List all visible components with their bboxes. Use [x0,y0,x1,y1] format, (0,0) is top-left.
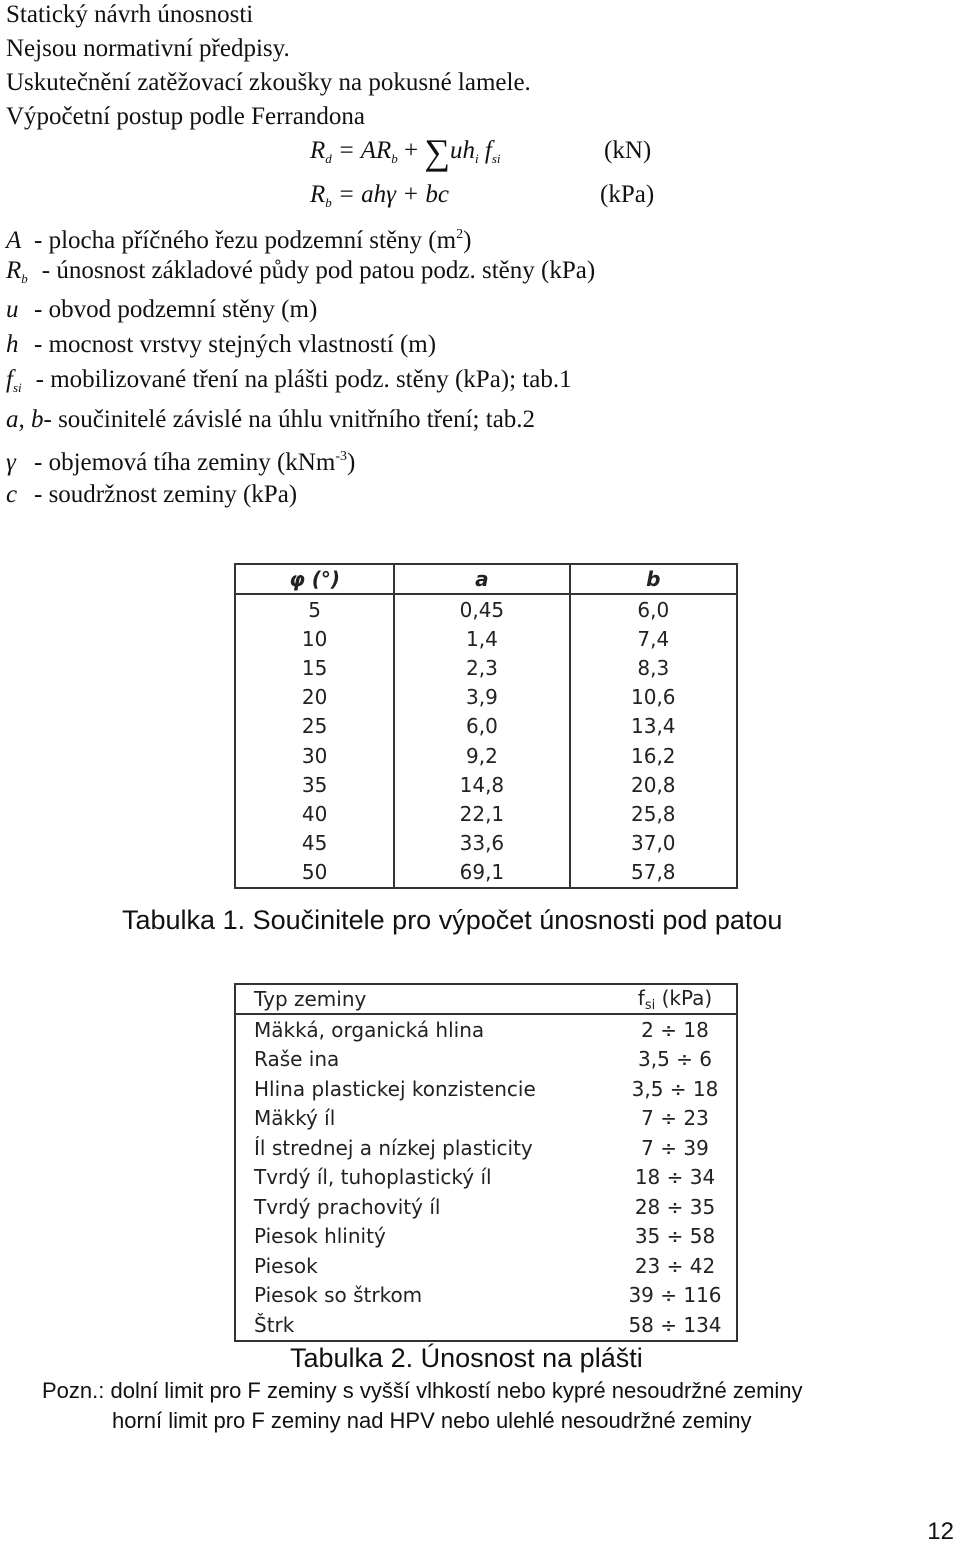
table2-friction-range: 2 ÷ 18 [641,1017,709,1042]
eq1-term: uh [450,137,476,164]
table2-friction-range: 18 ÷ 34 [634,1165,716,1190]
legend-row [6,256,595,294]
table2-friction-range: 23 ÷ 42 [634,1253,716,1278]
table2-soil-type: Íl strednej a nízkej plasticity [254,1135,533,1160]
table-row [235,1045,737,1075]
table-row [235,741,737,770]
table1-cell: 25 [235,712,394,741]
table2-header-f-sub: si [644,997,656,1013]
table-row [235,653,737,682]
legend-row [6,330,436,360]
page-number: 12 [927,1518,954,1545]
table1-cell: 57,8 [631,860,676,885]
eq2-rhs: = ahγ + bc [338,181,449,208]
legend-tail: ) [463,227,472,254]
table-shaft-friction [234,983,738,1342]
table1-cell: 10,6 [631,685,676,710]
legend-row [6,480,297,510]
table-row [235,1014,737,1045]
equation-2 [310,180,449,218]
table1-header-b: b [570,564,737,594]
table1-header-a: a [394,564,569,594]
table-row [235,829,737,858]
table2-friction-range: 58 ÷ 134 [628,1312,722,1337]
table-row [235,1310,737,1341]
table1-cell: 22,1 [394,799,569,828]
table2-soil-type: Hlina plastickej konzistencie [254,1076,536,1101]
legend-row [6,442,355,478]
table2-soil-type: Piesok so štrkom [254,1283,423,1308]
table2-soil-type: Tvrdý íl, tuhoplastický íl [254,1165,492,1190]
legend-sup: -3 [335,449,347,464]
table2-soil-type: Mäkký íl [254,1106,336,1131]
table-row [235,624,737,653]
table1-cell: 16,2 [631,743,676,768]
table1-cell: 50 [235,858,394,888]
eq1-unit: (kN) [604,137,652,164]
table2-header-row [235,984,737,1014]
table1-cell: 10 [235,624,394,653]
table-coefficients [234,563,738,889]
table1-cell: 0,45 [394,594,569,624]
table2-header-fsi [614,984,737,1014]
eq2-unit: (kPa) [600,181,655,208]
table1-cell: 20 [235,683,394,712]
table-row [235,1074,737,1104]
eq1-f: f [484,137,492,164]
table1-cell: 7,4 [637,626,670,651]
table1-cell: 8,3 [637,655,670,680]
table2-friction-range: 7 ÷ 23 [641,1106,709,1131]
table1-cell: 14,8 [394,770,569,799]
legend-text: - objemová tíha zeminy (kNm [34,449,336,476]
table2-header-unit: (kPa) [655,985,713,1010]
legend-text: - mocnost vrstvy stejných vlastností (m) [34,331,437,358]
table1-cell: 37,0 [631,831,676,856]
legend-symbol: γ [6,449,16,476]
legend-symbol: c [6,481,18,508]
legend-row [6,405,535,435]
legend-text: - plocha příčného řezu podzemní stěny (m [34,227,457,254]
eq1-sum: ∑ [424,132,451,172]
intro-line-3: Uskutečnění zatěžovací zkoušky na pokusné lamele. [6,69,531,96]
legend-tail: ) [346,449,356,476]
table2-friction-range: 35 ÷ 58 [634,1224,716,1249]
intro-line-2: Nejsou normativní předpisy. [6,35,290,62]
table2-friction-range: 3,5 ÷ 6 [637,1047,712,1072]
legend-sup: 2 [456,227,464,242]
table2-friction-range: 28 ÷ 35 [634,1194,716,1219]
table1-cell: 6,0 [637,597,670,622]
table2-soil-type: Piesok hlinitý [254,1224,386,1249]
table2-friction-range: 3,5 ÷ 18 [631,1076,719,1101]
table-row [235,1281,737,1311]
table1-cell: 35 [235,770,394,799]
equation-1 [310,132,501,174]
table1-cell: 20,8 [631,772,676,797]
table1-header-phi: φ (°) [235,564,394,594]
table1-cell: 1,4 [394,624,569,653]
table-row [235,770,737,799]
legend-text: - soudržnost zeminy (kPa) [34,481,298,508]
table-row [235,1133,737,1163]
table1-cell: 30 [235,741,394,770]
table1-cell: 45 [235,829,394,858]
table1-cell: 5 [235,594,394,624]
eq1-rhs-a-sub: b [391,151,398,166]
table2-header-f: f [637,985,645,1010]
table-row [235,1222,737,1252]
legend-symbol: u [6,296,19,323]
table1-cell: 9,2 [394,741,569,770]
legend-symbol-sub: b [21,271,28,286]
table2-soil-type: Raše ina [254,1047,340,1072]
table2-soil-type: Mäkká, organická hlina [254,1017,485,1042]
eq1-lhs: R [310,137,326,164]
table1-cell: 15 [235,653,394,682]
table-row [235,594,737,624]
legend-symbol-sub: si [12,380,22,395]
table-row [235,799,737,828]
legend-symbol: A [6,227,22,254]
table1-cell: 3,9 [394,683,569,712]
legend-symbol: a, b [6,406,44,433]
legend-row [6,365,572,403]
eq1-plus: + [404,137,419,164]
table-row [235,1192,737,1222]
legend-text: - únosnost základové půdy pod patou podz. stěny (kPa) [41,257,596,284]
legend-symbol: R [6,257,22,284]
legend-symbol: h [6,331,19,358]
eq2-lhs: R [310,181,326,208]
table-row [235,1104,737,1134]
legend-text: - mobilizované tření na plášti podz. stěny (kPa); tab.1 [35,366,572,393]
table1-header-row [235,564,737,594]
table2-friction-range: 39 ÷ 116 [628,1283,722,1308]
table1-cell: 13,4 [631,714,676,739]
table2-soil-type: Piesok [254,1253,318,1278]
table1-cell: 40 [235,799,394,828]
eq1-lhs-sub: d [325,151,332,166]
eq1-f-sub: si [491,151,501,166]
legend-row [6,295,317,325]
table2-caption: Tabulka 2. Únosnost na plášti [290,1343,643,1373]
eq1-term-sub: i [475,151,479,166]
table-row [235,1251,737,1281]
eq1-rhs-a: = AR [338,137,392,164]
intro-line-4: Výpočetní postup podle Ferrandona [6,103,365,130]
table2-soil-type: Tvrdý prachovitý íl [254,1194,441,1219]
legend-row [6,220,471,256]
table1-caption: Tabulka 1. Součinitele pro výpočet únosnosti pod patou [122,905,783,935]
legend-text: - součinitelé závislé na úhlu vnitřního tření; tab.2 [43,406,536,433]
table1-cell: 2,3 [394,653,569,682]
legend-text: - obvod podzemní stěny (m) [34,296,318,323]
table-row [235,858,737,888]
table2-soil-type: Štrk [254,1312,295,1337]
table1-cell: 25,8 [631,801,676,826]
legend-symbol: f [6,366,13,393]
intro-line-1: Statický návrh únosnosti [6,1,254,28]
note-line-1: Pozn.: dolní limit pro F zeminy s vyšší vlhkostí nebo kypré nesoudržné zeminy [42,1378,803,1403]
note-line-2: horní limit pro F zeminy nad HPV nebo ulehlé nesoudržné zeminy [112,1408,752,1433]
table-row [235,1163,737,1193]
table1-cell: 69,1 [394,858,569,888]
table2-header-soil-type: Typ zeminy [235,984,614,1014]
table-row [235,712,737,741]
table1-cell: 33,6 [394,829,569,858]
table2-friction-range: 7 ÷ 39 [641,1135,709,1160]
table-row [235,683,737,712]
eq2-lhs-sub: b [325,195,332,210]
table1-cell: 6,0 [394,712,569,741]
